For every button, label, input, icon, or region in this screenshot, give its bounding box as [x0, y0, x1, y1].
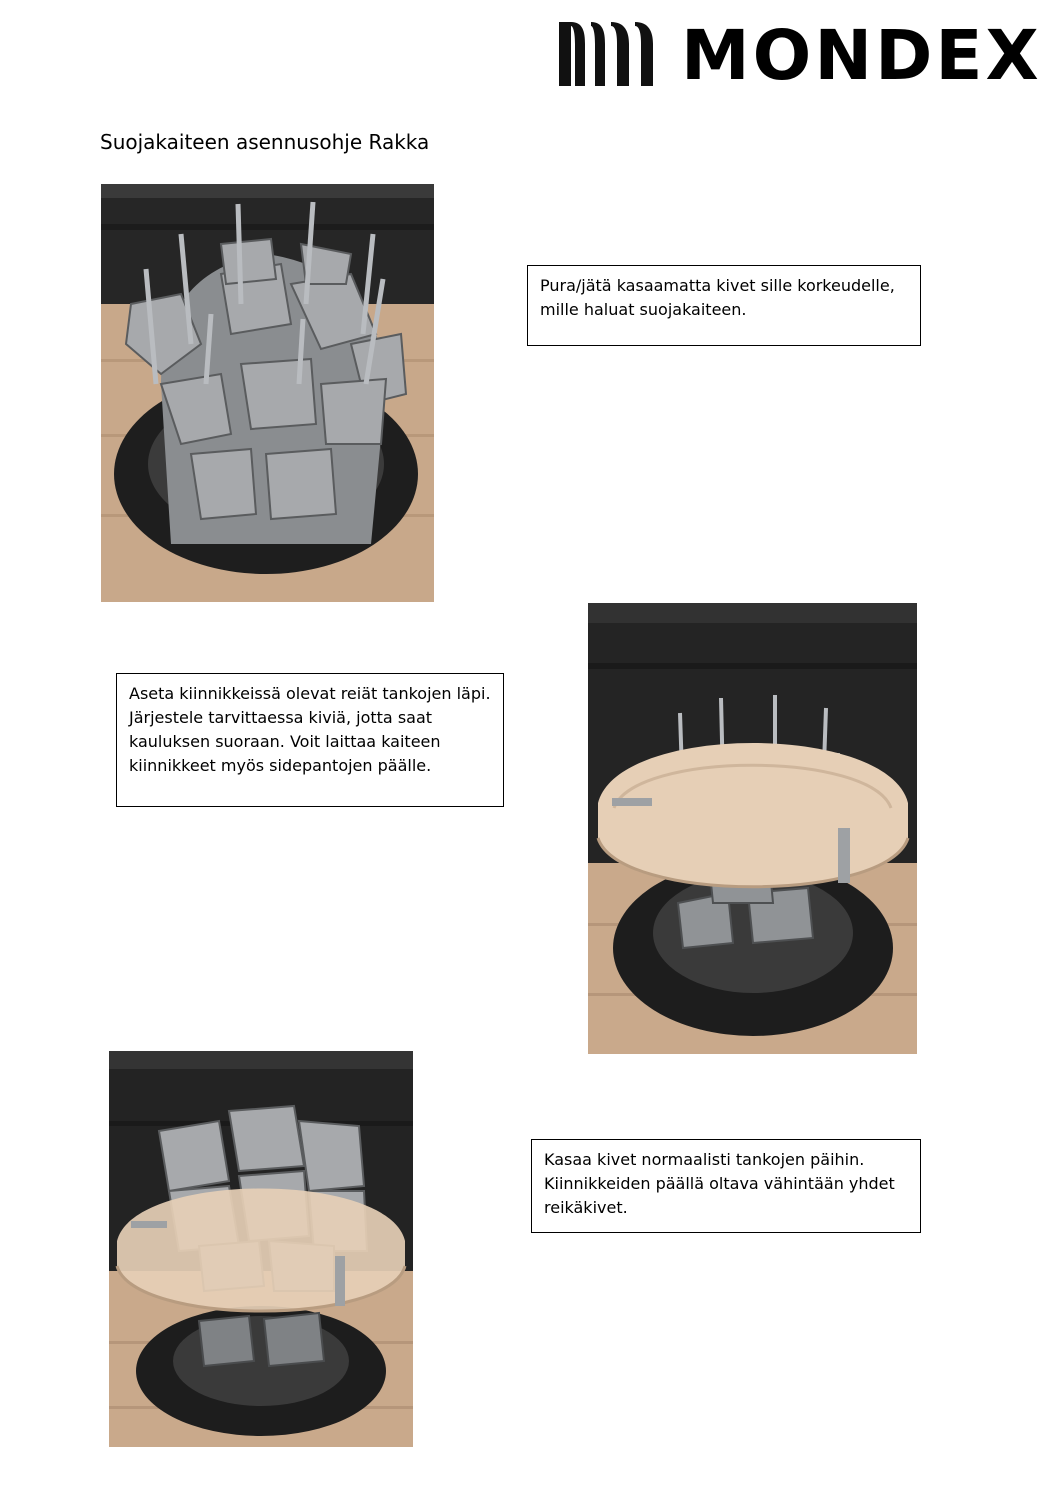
step-1-photo [101, 184, 434, 602]
rail-mounted-photo [588, 603, 917, 1054]
brand-name: MONDEX [681, 16, 1042, 96]
step-2-photo [588, 603, 917, 1054]
mondex-logo-icon [555, 18, 665, 90]
step-3-photo [109, 1051, 413, 1447]
stones-without-rail-photo [101, 184, 434, 602]
step-3-note: Kasaa kivet normaalisti tankojen päihin. Kiinnikkeiden päällä oltava vähintään yhdet reikäkivet. [531, 1139, 921, 1233]
step-1-note: Pura/jätä kasaamatta kivet sille korkeudelle, mille haluat suojakaiteen. [527, 265, 921, 346]
stones-stacked-with-rail-photo [109, 1051, 413, 1447]
step-2-note: Aseta kiinnikkeissä olevat reiät tankojen läpi. Järjestele tarvittaessa kiviä, jotta saat kauluksen suoraan. Voit laittaa kaiteen kiinnikkeet myös sidepantojen päälle. [116, 673, 504, 807]
brand-logo [555, 16, 1042, 96]
page-title: Suojakaiteen asennusohje Rakka [100, 130, 430, 154]
